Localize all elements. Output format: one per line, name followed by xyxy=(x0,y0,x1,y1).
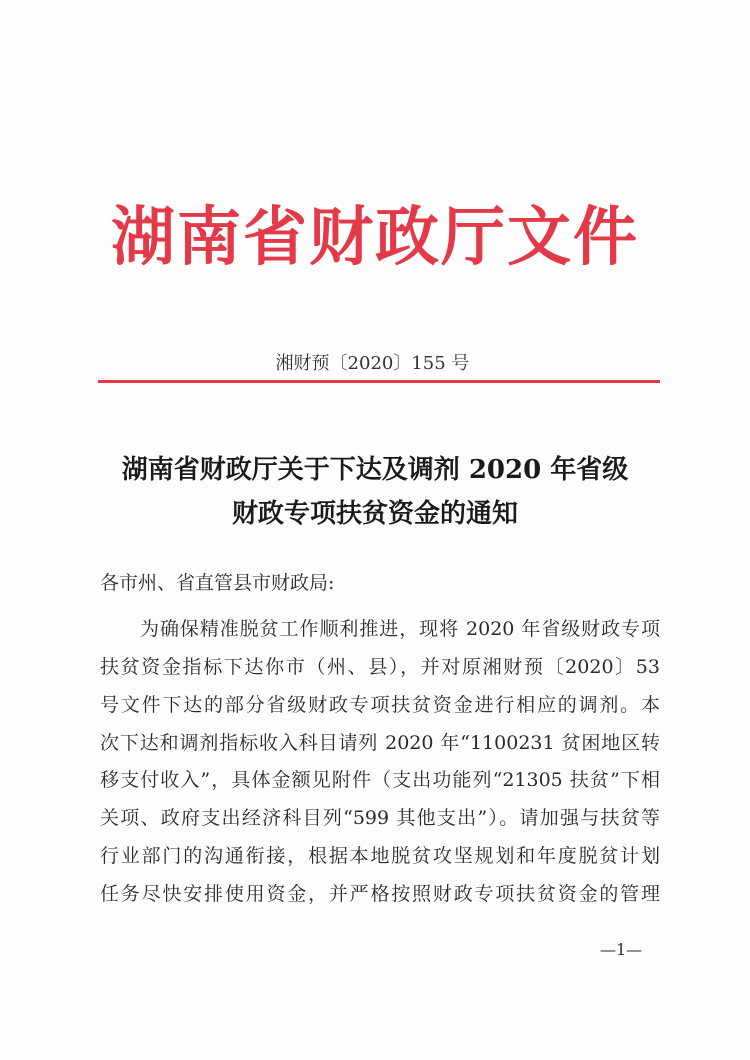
notice-title xyxy=(80,448,670,536)
body-text-line: 为确保精准脱贫工作顺利推进，现将 2020 年省级财政专项 xyxy=(140,618,660,640)
body-text-line: 扶贫资金指标下达你市（州、县），并对原湘财预〔2020〕53 xyxy=(100,656,660,678)
notice-title-line: 湖南省财政厅关于下达及调剂 2020 年省级 xyxy=(121,455,629,485)
body-text-line: 号文件下达的部分省级财政专项扶贫资金进行相应的调剂。本 xyxy=(100,694,660,716)
document-header-title: 湖南省财政厅文件 xyxy=(111,201,639,275)
page-number: —1— xyxy=(600,940,643,959)
body-text-line: 关项、政府支出经济科目列“599 其他支出”）。请加强与扶贫等 xyxy=(100,807,660,829)
document-number: 湘财预〔2020〕155 号 xyxy=(275,353,470,374)
body-text-line: 行业部门的沟通衔接，根据本地脱贫攻坚规划和年度脱贫计划 xyxy=(100,845,660,867)
addressee: 各市州、省直管县市财政局: xyxy=(100,572,335,594)
notice-title-line: 财政专项扶贫资金的通知 xyxy=(231,499,518,529)
body-text-line: 任务尽快安排使用资金，并严格按照财政专项扶贫资金的管理 xyxy=(100,883,660,905)
body-text-line: 移支付收入”，具体金额见附件（支出功能列“21305 扶贫”下相 xyxy=(100,769,660,791)
red-divider-line xyxy=(98,380,660,383)
body-text-line: 次下达和调剂指标收入科目请列 2020 年“1100231 贫困地区转 xyxy=(100,732,660,754)
